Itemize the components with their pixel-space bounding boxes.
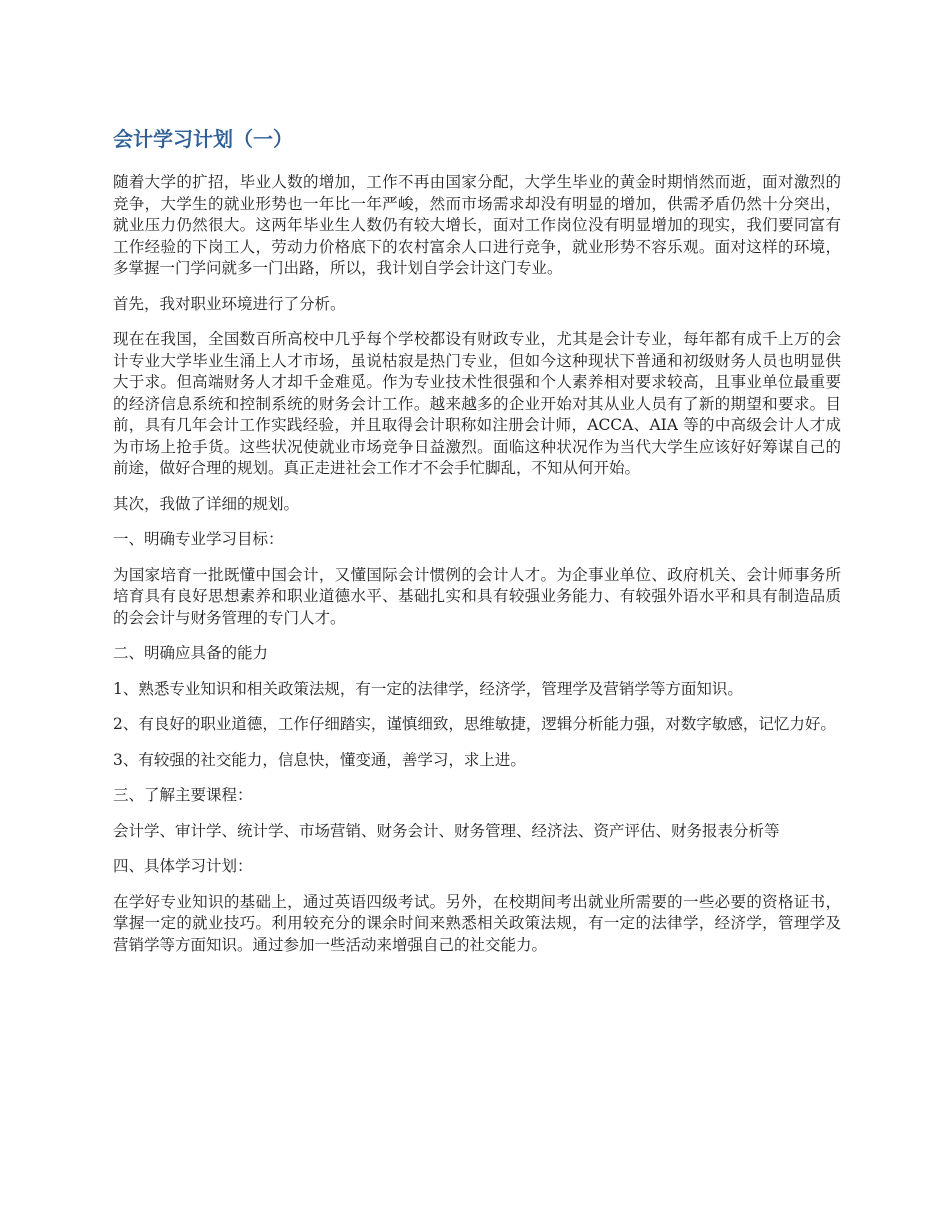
ability-item-3: 3、有较强的社交能力，信息快，懂变通，善学习，求上进。 [113,750,526,769]
paragraph-market-analysis: 现在在我国，全国数百所高校中几乎每个学校都设有财政专业，尤其是会计专业，每年都有成千上万的会计专业大学毕业生涌上人才市场，虽说枯寂是热门专业，但如今这种现状下普通和初级财务人员也明显供大于求。但高端财务人才却千金难觅。作为专业技术性很强和个人素养相对要求较高，且事业单位最重要的经济信息系统和控制系统的财务会计工作。越来越多的企业开始对其从业人员有了新的期望和要求。目前，具有几年会计工作实践经验，并且取得会计职称如注册会计师，ACCA、AIA 等的中高级会计人才成为市场上抢手货。这些状况使就业市场竞争日益激烈。面临这种状况作为当代大学生应该好好筹谋自己的前途，做好合理的规划。真正走进社会工作才不会手忙脚乱，不知从何开始。 [113,330,841,477]
paragraph-study-plan: 在学好专业知识的基础上，通过英语四级考试。另外，在校期间考出就业所需要的一些必要的资格证书，掌握一定的就业技巧。利用较充分的课余时间来熟悉相关政策法规，有一定的法律学，经济学，管理学及营销学等方面知识。通过参加一些活动来增强自己的社交能力。 [113,892,841,954]
paragraph-intro: 随着大学的扩招，毕业人数的增加，工作不再由国家分配，大学生毕业的黄金时期悄然而逝，面对激烈的竞争，大学生的就业形势也一年比一年严峻，然而市场需求却没有明显的增加，供需矛盾仍然十分突出，就业压力仍然很大。这两年毕业生人数仍有较大增长，面对工作岗位没有明显增加的现实，我们要同富有工作经验的下岗工人，劳动力价格底下的农村富余人口进行竞争，就业形势不容乐观。面对这样的环境，多掌握一门学问就多一门出路，所以，我计划自学会计这门专业。 [113,173,841,277]
document-page [113,124,841,970]
document-title: 会计学习计划（一） [113,127,293,151]
ability-item-2: 2、有良好的职业道德，工作仔细踏实，谨慎细致，思维敏捷，逻辑分析能力强，对数字敏感，记忆力好。 [113,715,836,733]
paragraph-plan-lead: 其次，我做了详细的规划。 [113,494,300,513]
paragraph-analysis-lead: 首先，我对职业环境进行了分析。 [113,294,346,313]
paragraph-goals: 为国家培育一批既懂中国会计，又懂国际会计惯例的会计人才。为企事业单位、政府机关、会计师事务所培育具有良好思想素养和职业道德水平、基础扎实和具有较强业务能力、有较强外语水平和具有制造品质的会会计与财务管理的专门人才。 [113,565,841,627]
paragraph-courses: 会计学、审计学、统计学、市场营销、财务会计、财务管理、经济法、资产评估、财务报表分析等 [113,821,780,840]
section-heading-courses: 三、了解主要课程： [113,786,253,804]
ability-item-1: 1、熟悉专业知识和相关政策法规，有一定的法律学，经济学，管理学及营销学等方面知识。 [113,679,743,698]
section-heading-study-plan: 四、具体学习计划： [113,857,253,875]
section-heading-goals: 一、明确专业学习目标： [113,530,284,548]
section-heading-abilities: 二、明确应具备的能力 [113,644,269,662]
